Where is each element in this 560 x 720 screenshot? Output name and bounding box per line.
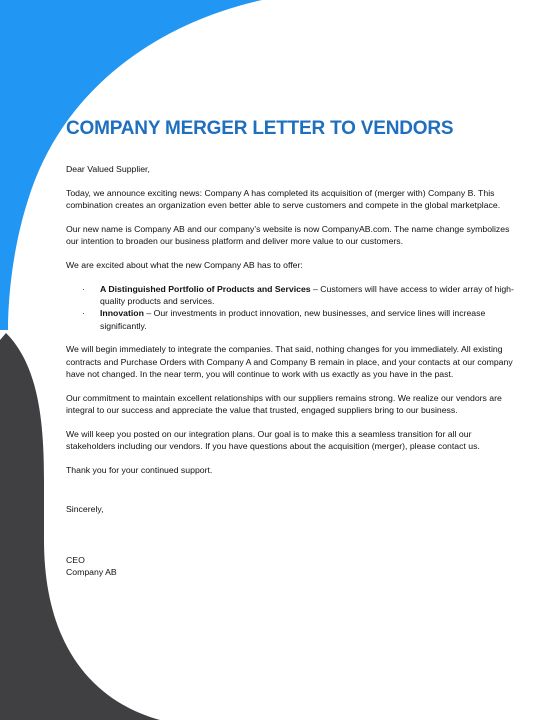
bullet-text: – Our investments in product innovation, new businesses, and service lines will increase significantly.	[100, 308, 486, 331]
paragraph-integration: We will begin immediately to integrate the companies. That said, nothing changes for you immediately. All existing contracts and Purchase Orders with Company A and Company B remain in place, and your contacts at our company have not changed. In the near term, you will continue to work with us exactly as you have in the past.	[66, 344, 513, 380]
paragraph-offer-intro: We are excited about what the new Company AB has to offer:	[66, 259, 303, 270]
list-item	[66, 283, 516, 308]
signature-block	[66, 554, 516, 579]
paragraph-commitment: Our commitment to maintain excellent relationships with our suppliers remains strong. We realize our vendors are integral to our success and appreciate the value that trusted, engaged suppliers bring to our business.	[66, 392, 502, 416]
letter-title: COMPANY MERGER LETTER TO VENDORS	[66, 118, 454, 139]
list-item	[66, 307, 516, 332]
paragraph-thanks: Thank you for your continued support.	[66, 465, 213, 476]
letter-body	[66, 117, 516, 578]
paragraph-next-steps: We will keep you posted on our integration plans. Our goal is to make this a seamless transition for all our stakeholders including our vendors. If you have questions about the acquisition (merger), please contact us.	[66, 428, 480, 452]
paragraph-new-name: Our new name is Company AB and our company’s website is now CompanyAB.com. The name change symbolizes our intention to broaden our business platform and deliver more value to our customers.	[66, 223, 510, 247]
offer-list	[66, 283, 516, 332]
bullet-icon: ·	[82, 308, 85, 319]
signature-title: CEO	[66, 554, 85, 565]
bullet-heading: A Distinguished Portfolio of Products and Services	[100, 283, 311, 294]
bullet-text: – Customers will have access to wider array of high-quality products and services.	[100, 283, 514, 307]
salutation: Dear Valued Supplier,	[66, 164, 150, 174]
signature-company: Company AB	[66, 566, 117, 577]
paragraph-announcement: Today, we announce exciting news: Company A has completed its acquisition of (merger with) Company B. This combination creates an organization even better able to serve customers and compete in the global marketplace.	[66, 187, 501, 211]
closing: Sincerely,	[66, 504, 104, 515]
bullet-heading: Innovation	[100, 308, 144, 319]
bullet-icon: ·	[82, 283, 85, 294]
